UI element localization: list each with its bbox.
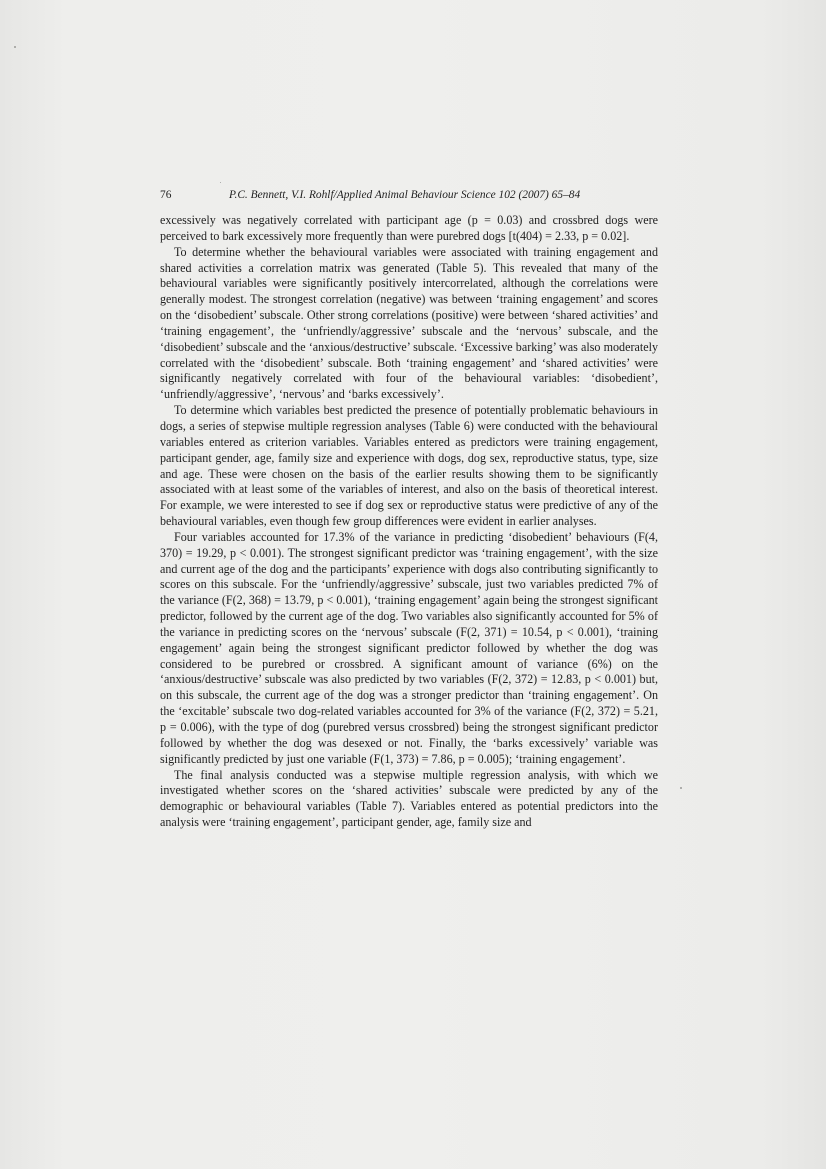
page-number: 76: [160, 189, 172, 201]
paragraph-regression-results: Four variables accounted for 17.3% of the variance in predicting ‘disobedient’ behaviours (F(4, 370) = 19.29, p < 0.001). The strongest significant predictor was ‘training engagement’, with the size and current age of the dog and the participants’ experience with dogs also contributing significantly to scores on this subscale. For the ‘unfriendly/aggressive’ subscale, just two variables predicted 7% of the variance (F(2, 368) = 13.79, p < 0.001), ‘training engagement’ again being the strongest significant predictor, followed by the current age of the dog. Two variables also significantly accounted for 5% of the variance in predicting scores on the ‘nervous’ subscale (F(2, 371) = 10.54, p < 0.001), ‘training engagement’ again being the strongest significant predictor followed by whether the dog was considered to be purebred or crossbred. A significant amount of variance (6%) on the ‘anxious/destructive’ subscale was also predicted by two variables (F(2, 372) = 12.83, p < 0.001) but, on this subscale, the current age of the dog was a stronger predictor than ‘training engagement’. On the ‘excitable’ subscale two dog-related variables accounted for 3% of the variance (F(2, 372) = 5.21, p = 0.006), with the type of dog (purebred versus crossbred) being the strongest significant predictor followed by whether the dog was desexed or not. Finally, the ‘barks excessively’ variable was significantly predicted by just one variable (F(1, 373) = 7.86, p = 0.005); ‘training engagement’.: [160, 529, 658, 766]
paragraph-regression-method: To determine which variables best predicted the presence of potentially problematic behaviours in dogs, a series of stepwise multiple regression analyses (Table 6) were conducted with the behavioural variables entered as criterion variables. Variables entered as predictors were training engagement, participant gender, age, family size and experience with dogs, dog sex, reproductive status, type, size and age. These were chosen on the basis of the earlier results showing them to be significantly associated with at least some of the variables of interest, and also on the basis of theoretical interest. For example, we were interested to see if dog sex or reproductive status were predictive of any of the behavioural variables, even though few group differences were evident in earlier analyses.: [160, 403, 658, 529]
paragraph-correlation: To determine whether the behavioural variables were associated with training engagement and shared activities a correlation matrix was generated (Table 5). This revealed that many of the behavioural variables were significantly positively intercorrelated, although the correlations were generally modest. The strongest correlation (negative) was between ‘training engagement’ and scores on the ‘disobedient’ subscale. Other strong correlations (positive) were between ‘shared activities’ and ‘training engagement’, the ‘unfriendly/aggressive’ subscale and the ‘nervous’ subscale, and the ‘disobedient’ subscale and the ‘anxious/destructive’ subscale. ‘Excessive barking’ was also moderately correlated with the ‘disobedient’ subscale. Both ‘training engagement’ and ‘shared activities’ were significantly negatively correlated with four of the behavioural variables: ‘disobedient’, ‘unfriendly/aggressive’, ‘nervous’ and ‘barks excessively’.: [160, 244, 658, 402]
scan-speck: [680, 787, 682, 789]
scan-speck: [220, 182, 221, 183]
page-header: [160, 187, 660, 203]
running-head: P.C. Bennett, V.I. Rohlf/Applied Animal Behaviour Science 102 (2007) 65–84: [229, 189, 581, 201]
article-body: [160, 213, 658, 831]
paragraph-continued: excessively was negatively correlated with participant age (p = 0.03) and crossbred dogs were perceived to bark excessively more frequently than were purebred dogs [t(404) = 2.33, p = 0.02].: [160, 213, 658, 243]
scan-speck: [14, 46, 16, 48]
paragraph-shared-activities: The final analysis conducted was a stepwise multiple regression analysis, with which we investigated whether scores on the ‘shared activities’ subscale were predicted by any of the demographic or behavioural variables (Table 7). Variables entered as potential predictors into the analysis were ‘training engagement’, participant gender, age, family size and: [160, 767, 658, 830]
